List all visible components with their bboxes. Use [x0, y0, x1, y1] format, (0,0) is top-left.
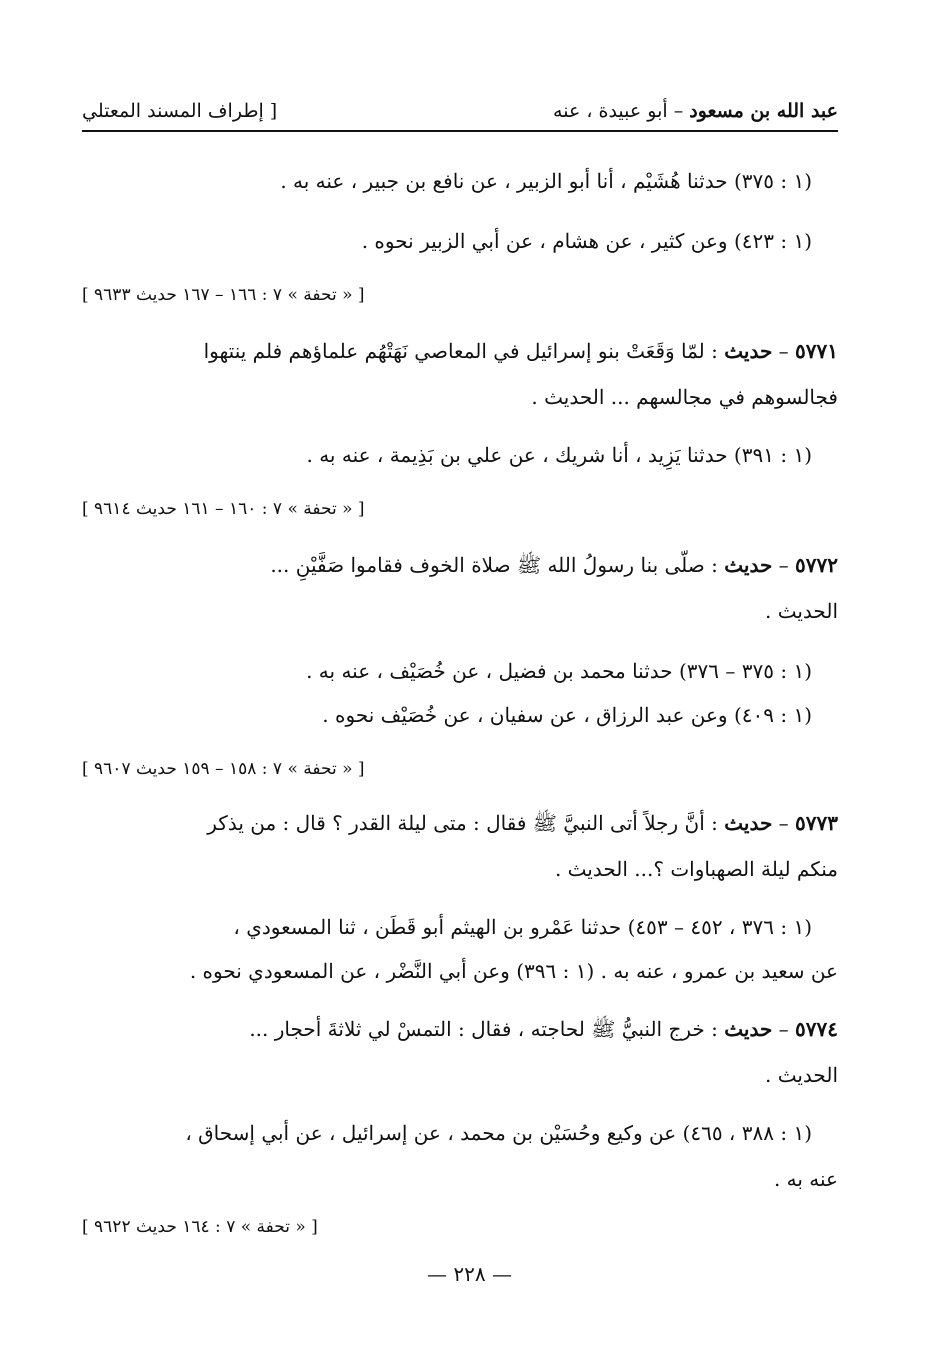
- hadith-continuation: فجالسوهم في مجالسهم ... الحديث .: [531, 385, 838, 409]
- isnad-line: (١ : ٣٨٨ ، ٤٦٥) عن وكيع وحُسَيْن بن محمد ، عن إسرائيل ، عن أبي إسحاق ،: [185, 1121, 812, 1145]
- running-header: [82, 100, 838, 126]
- entry-number: ٥٧٧٣: [795, 811, 838, 835]
- header-left: [ إطراف المسند المعتلي: [82, 100, 278, 122]
- entry-text: : صلّى بنا رسولُ الله ﷺ صلاة الخوف فقاموا صَفَّيْنِ ...: [270, 553, 718, 577]
- entry-text: : لمّا وَقَعَتْ بنو إسرائيل في المعاصي نَهَتْهُم علماؤهم فلم ينتهوا: [203, 339, 718, 363]
- header-right: [553, 100, 838, 122]
- header-chain: – أبو عبيدة ، عنه: [553, 100, 690, 122]
- isnad-line: (١ : ٤٢٣) وعن كثير ، عن هشام ، عن أبي الزبير نحوه .: [361, 229, 812, 253]
- isnad-line: (١ : ٣٧٦ ، ٤٥٢ – ٤٥٣) حدثنا عَمْرو بن الهيثم أبو قَطَن ، ثنا المسعودي ،: [233, 915, 812, 939]
- hadith-continuation: منكم ليلة الصهباوات ؟... الحديث .: [554, 857, 838, 881]
- entry-head: حديث: [724, 553, 773, 577]
- header-author: عبد الله بن مسعود: [689, 100, 838, 122]
- isnad-line: (١ : ٣٧٥ – ٣٧٦) حدثنا محمد بن فضيل ، عن خُصَيْف ، عنه به .: [306, 659, 812, 683]
- page: [82, 100, 838, 132]
- hadith-entry: ٥٧٧٣ – حديث : أنَّ رجلاً أتى النبيَّ ﷺ فقال : متى ليلة القدر ؟ قال : من يذكر: [207, 811, 838, 835]
- tuhfa-reference: [ « تحفة » ٧ : ١٦٠ – ١٦١ حديث ٩٦١٤ ]: [82, 499, 365, 519]
- entry-number: ٥٧٧٤: [795, 1017, 838, 1041]
- hadith-continuation: الحديث .: [765, 599, 838, 623]
- entry-number: ٥٧٧٢: [795, 553, 838, 577]
- isnad-line: عن سعيد بن عمرو ، عنه به . (١ : ٣٩٦) وعن أبي النَّضْر ، عن المسعودي نحوه .: [189, 959, 838, 983]
- entry-head: حديث: [724, 1017, 773, 1041]
- entry-number: ٥٧٧١: [795, 339, 838, 363]
- isnad-line: عنه به .: [773, 1167, 838, 1191]
- entry-text: : أنَّ رجلاً أتى النبيَّ ﷺ فقال : متى ليلة القدر ؟ قال : من يذكر: [207, 811, 718, 835]
- tuhfa-reference: [ « تحفة » ٧ : ١٦٦ – ١٦٧ حديث ٩٦٣٣ ]: [82, 285, 365, 305]
- isnad-line: (١ : ٣٧٥) حدثنا هُشَيْم ، أنا أبو الزبير ، عن نافع بن جبير ، عنه به .: [280, 169, 812, 193]
- header-rule: [82, 130, 838, 132]
- isnad-line: (١ : ٣٩١) حدثنا يَزِيد ، أنا شريك ، عن علي بن بَذِيمة ، عنه به .: [306, 443, 812, 467]
- hadith-entry: ٥٧٧١ – حديث : لمّا وَقَعَتْ بنو إسرائيل في المعاصي نَهَتْهُم علماؤهم فلم ينتهوا: [203, 339, 838, 363]
- entry-text: : خرج النبيُّ ﷺ لحاجته ، فقال : التمسْ لي ثلاثةَ أحجار ...: [249, 1017, 718, 1041]
- page-number: — ٢٢٨ —: [427, 1262, 512, 1286]
- entry-head: حديث: [724, 339, 773, 363]
- hadith-entry: ٥٧٧٤ – حديث : خرج النبيُّ ﷺ لحاجته ، فقال : التمسْ لي ثلاثةَ أحجار ...: [249, 1017, 838, 1041]
- entry-head: حديث: [724, 811, 773, 835]
- tuhfa-reference: [ « تحفة » ٧ : ١٥٨ – ١٥٩ حديث ٩٦٠٧ ]: [82, 759, 365, 779]
- isnad-line: (١ : ٤٠٩) وعن عبد الرزاق ، عن سفيان ، عن خُصَيْف نحوه .: [322, 703, 812, 727]
- hadith-continuation: الحديث .: [765, 1063, 838, 1087]
- hadith-entry: ٥٧٧٢ – حديث : صلّى بنا رسولُ الله ﷺ صلاة الخوف فقاموا صَفَّيْنِ ...: [270, 553, 838, 577]
- tuhfa-reference: [ « تحفة » ٧ : ١٦٤ حديث ٩٦٢٢ ]: [82, 1217, 318, 1237]
